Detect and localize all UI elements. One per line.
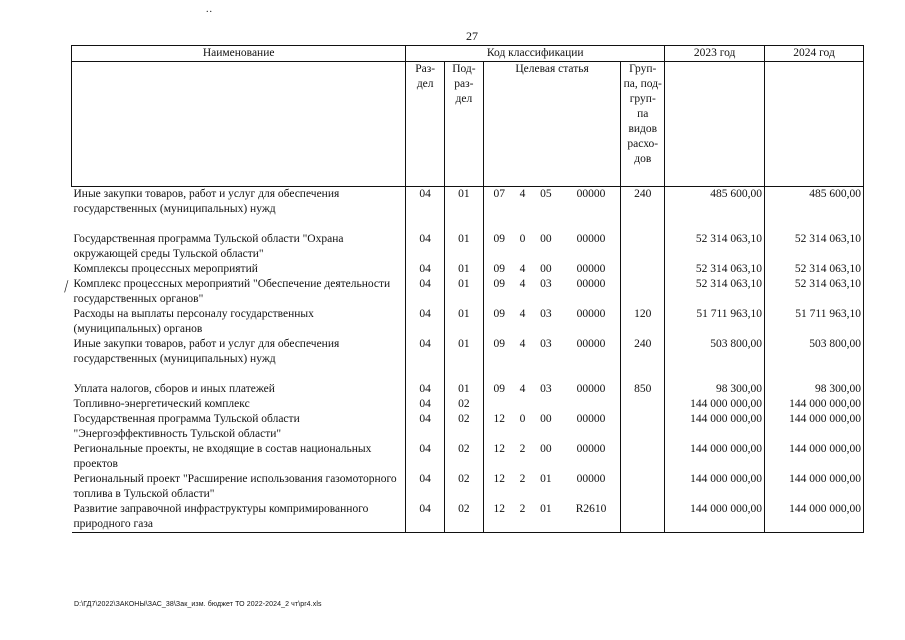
row-target-direction: 00000 <box>576 188 606 200</box>
row-amount-2023: 144 000 000,00 <box>665 412 765 442</box>
file-path-footer: D:\ГД7\2022\ЗАКОНЫ\ЗАС_38\Зак_изм. бюджет ТО 2022-2024_2 чт\pr4.xls <box>74 601 322 608</box>
row-razdel: 04 <box>406 262 445 277</box>
row-target-subprogram: 03 <box>540 383 552 395</box>
row-target-direction: 00000 <box>576 233 606 245</box>
row-target-program: 09 <box>483 382 515 397</box>
row-amount-2023: 52 314 063,10 <box>665 232 765 262</box>
row-razdel: 04 <box>406 337 445 367</box>
row-target-program: 09 <box>483 232 515 262</box>
row-amount-2023: 485 600,00 <box>665 187 765 218</box>
row-razdel: 04 <box>406 472 445 502</box>
row-target-type: 2 <box>519 443 526 455</box>
row-amount-2024: 51 711 963,10 <box>765 307 864 337</box>
row-podrazdel: 01 <box>445 232 484 262</box>
row-target-program <box>483 397 515 412</box>
row-podrazdel: 02 <box>445 397 484 412</box>
row-target-type: 4 <box>519 308 526 320</box>
row-name: Топливно-энергетический комплекс <box>73 398 250 410</box>
row-name: Расходы на выплаты персоналу государственных (муниципальных) органов <box>73 308 314 335</box>
row-podrazdel: 02 <box>445 472 484 502</box>
table-row <box>72 232 864 262</box>
row-target-direction <box>562 217 621 232</box>
row-amount-2024: 144 000 000,00 <box>765 502 864 533</box>
row-target-type <box>515 217 530 232</box>
table-row <box>72 472 864 502</box>
row-expense-group: 240 <box>621 187 665 218</box>
row-razdel: 04 <box>406 307 445 337</box>
row-amount-2023 <box>665 367 765 382</box>
row-razdel: 04 <box>406 502 445 533</box>
row-expense-group <box>621 217 665 232</box>
row-name: Уплата налогов, сборов и иных платежей <box>73 383 275 395</box>
table-row <box>72 442 864 472</box>
header-year-2023: 2023 год <box>665 46 765 62</box>
header-name-blank <box>72 62 406 187</box>
table-row <box>72 412 864 442</box>
row-podrazdel: 01 <box>445 337 484 367</box>
row-target-subprogram <box>530 367 562 382</box>
row-amount-2023: 144 000 000,00 <box>665 502 765 533</box>
budget-table <box>71 45 864 533</box>
row-podrazdel: 01 <box>445 262 484 277</box>
table-row <box>72 382 864 397</box>
row-target-subprogram: 00 <box>540 233 552 245</box>
row-target-subprogram: 05 <box>540 188 552 200</box>
row-amount-2023: 51 711 963,10 <box>665 307 765 337</box>
row-target-program: 09 <box>483 307 515 337</box>
row-razdel <box>406 367 445 382</box>
row-target-subprogram <box>530 217 562 232</box>
table-row <box>72 277 864 307</box>
row-expense-group: 850 <box>621 382 665 397</box>
row-expense-group <box>621 277 665 307</box>
row-amount-2024: 144 000 000,00 <box>765 472 864 502</box>
row-amount-2024: 485 600,00 <box>765 187 864 218</box>
row-target-type: 0 <box>519 233 526 245</box>
row-name: Развитие заправочной инфраструктуры компримированного природного газа <box>72 502 406 533</box>
row-target-direction: 00000 <box>576 308 606 320</box>
header-code-group: Код классификации <box>406 46 665 62</box>
row-amount-2023 <box>665 217 765 232</box>
row-expense-group: 120 <box>621 307 665 337</box>
row-expense-group <box>621 412 665 442</box>
pen-mark: ⟋ <box>59 277 74 296</box>
row-name: Иные закупки товаров, работ и услуг для обеспечения государственных (муниципальных) нужд <box>73 338 340 365</box>
row-target-program: 12 <box>483 412 515 442</box>
row-razdel: 04 <box>406 442 445 472</box>
header-razdel: Раз- дел <box>406 62 445 187</box>
row-amount-2024 <box>765 217 864 232</box>
row-target-subprogram: 00 <box>540 413 552 425</box>
row-target-subprogram: 03 <box>540 338 552 350</box>
row-podrazdel <box>445 367 484 382</box>
page-number: 27 <box>466 29 478 43</box>
row-razdel: 04 <box>406 397 445 412</box>
row-amount-2024: 503 800,00 <box>765 337 864 367</box>
row-podrazdel: 02 <box>445 502 484 533</box>
table-row <box>72 262 864 277</box>
row-target-type: 4 <box>519 263 526 275</box>
row-amount-2024 <box>765 367 864 382</box>
row-name <box>72 367 406 382</box>
header-year-2024-blank <box>765 62 864 187</box>
row-name <box>72 217 406 232</box>
row-expense-group <box>621 502 665 533</box>
row-amount-2024: 52 314 063,10 <box>765 262 864 277</box>
row-target-program <box>483 367 515 382</box>
row-name: Комплекс процессных мероприятий "Обеспечение деятельности государственных органов" <box>73 278 391 305</box>
row-target-direction <box>562 367 621 382</box>
row-expense-group <box>621 232 665 262</box>
row-name: Региональные проекты, не входящие в состав национальных проектов <box>73 443 372 470</box>
row-target-direction: 00000 <box>576 443 606 455</box>
row-name: Комплексы процессных мероприятий <box>73 263 258 275</box>
header-expense-group: Груп- па, под- груп- па видов расхо- дов <box>621 62 665 187</box>
row-expense-group <box>621 367 665 382</box>
header-year-2024: 2024 год <box>765 46 864 62</box>
table-row <box>72 367 864 382</box>
row-target-subprogram: 03 <box>540 308 552 320</box>
row-podrazdel <box>445 217 484 232</box>
row-target-program: 12 <box>483 472 515 502</box>
row-target-program: 12 <box>483 442 515 472</box>
row-amount-2023: 144 000 000,00 <box>665 442 765 472</box>
row-target-type: 2 <box>515 502 530 533</box>
row-expense-group <box>621 262 665 277</box>
row-amount-2024: 52 314 063,10 <box>765 277 864 307</box>
row-razdel: 04 <box>406 232 445 262</box>
row-razdel <box>406 217 445 232</box>
row-target-subprogram <box>530 397 562 412</box>
row-target-type: 4 <box>519 383 526 395</box>
row-amount-2024: 144 000 000,00 <box>765 397 864 412</box>
row-target-program: 07 <box>483 187 515 218</box>
row-razdel: 04 <box>406 412 445 442</box>
row-podrazdel: 01 <box>445 382 484 397</box>
row-target-subprogram: 01 <box>540 473 552 485</box>
row-target-subprogram: 03 <box>540 278 552 290</box>
row-target-program: 09 <box>483 337 515 367</box>
row-razdel: 04 <box>406 382 445 397</box>
row-amount-2024: 98 300,00 <box>765 382 864 397</box>
row-target-direction: 00000 <box>576 413 606 425</box>
row-name: Иные закупки товаров, работ и услуг для обеспечения государственных (муниципальных) нужд <box>73 188 340 215</box>
row-target-program: 09 <box>483 262 515 277</box>
row-name: Государственная программа Тульской области "Энергоэффективность Тульской области" <box>73 413 300 440</box>
row-target-direction: 00000 <box>576 473 606 485</box>
row-target-direction: 00000 <box>576 338 606 350</box>
row-amount-2023: 503 800,00 <box>665 337 765 367</box>
row-podrazdel: 01 <box>445 277 484 307</box>
row-target-direction: 00000 <box>576 278 606 290</box>
header-name: Наименование <box>72 46 406 62</box>
row-amount-2023: 98 300,00 <box>665 382 765 397</box>
row-target-program: 12 <box>483 502 515 533</box>
table-row <box>72 307 864 337</box>
row-amount-2024: 144 000 000,00 <box>765 412 864 442</box>
row-name: Региональный проект "Расширение использования газомоторного топлива в Тульской области" <box>73 473 397 500</box>
row-target-subprogram: 00 <box>540 443 552 455</box>
row-target-direction: 00000 <box>576 263 606 275</box>
row-amount-2023: 144 000 000,00 <box>665 397 765 412</box>
row-razdel: 04 <box>406 187 445 218</box>
table-row <box>72 397 864 412</box>
row-podrazdel: 01 <box>445 187 484 218</box>
row-razdel: 04 <box>406 277 445 307</box>
row-target-subprogram: 01 <box>530 502 562 533</box>
row-target-type: 4 <box>519 338 526 350</box>
row-amount-2024: 144 000 000,00 <box>765 442 864 472</box>
row-target-type: 4 <box>519 278 526 290</box>
row-amount-2024: 52 314 063,10 <box>765 232 864 262</box>
row-podrazdel: 01 <box>445 307 484 337</box>
row-target-program <box>483 217 515 232</box>
row-expense-group <box>621 397 665 412</box>
table-row <box>72 217 864 232</box>
row-podrazdel: 02 <box>445 442 484 472</box>
row-target-direction <box>562 397 621 412</box>
row-name: Государственная программа Тульской области "Охрана окружающей среды Тульской области" <box>73 233 344 260</box>
scan-dots: .. <box>206 4 213 15</box>
row-target-type: 4 <box>519 188 526 200</box>
row-amount-2023: 144 000 000,00 <box>665 472 765 502</box>
row-target-type <box>515 367 530 382</box>
row-target-subprogram: 00 <box>540 263 552 275</box>
row-podrazdel: 02 <box>445 412 484 442</box>
header-target-article: Целевая статья <box>483 62 621 187</box>
row-target-program: 09 <box>483 277 515 307</box>
row-target-type: 2 <box>519 473 526 485</box>
row-target-direction: 00000 <box>576 383 606 395</box>
header-podrazdel: Под- раз- дел <box>445 62 484 187</box>
header-year-2023-blank <box>665 62 765 187</box>
row-expense-group <box>621 442 665 472</box>
table-row <box>72 337 864 367</box>
row-amount-2023: 52 314 063,10 <box>665 262 765 277</box>
row-expense-group: 240 <box>621 337 665 367</box>
table-row <box>72 187 864 218</box>
row-target-type <box>515 397 530 412</box>
row-expense-group <box>621 472 665 502</box>
table-row <box>72 502 864 533</box>
row-amount-2023: 52 314 063,10 <box>665 277 765 307</box>
row-target-direction: R2610 <box>562 502 621 533</box>
row-target-type: 0 <box>519 413 526 425</box>
